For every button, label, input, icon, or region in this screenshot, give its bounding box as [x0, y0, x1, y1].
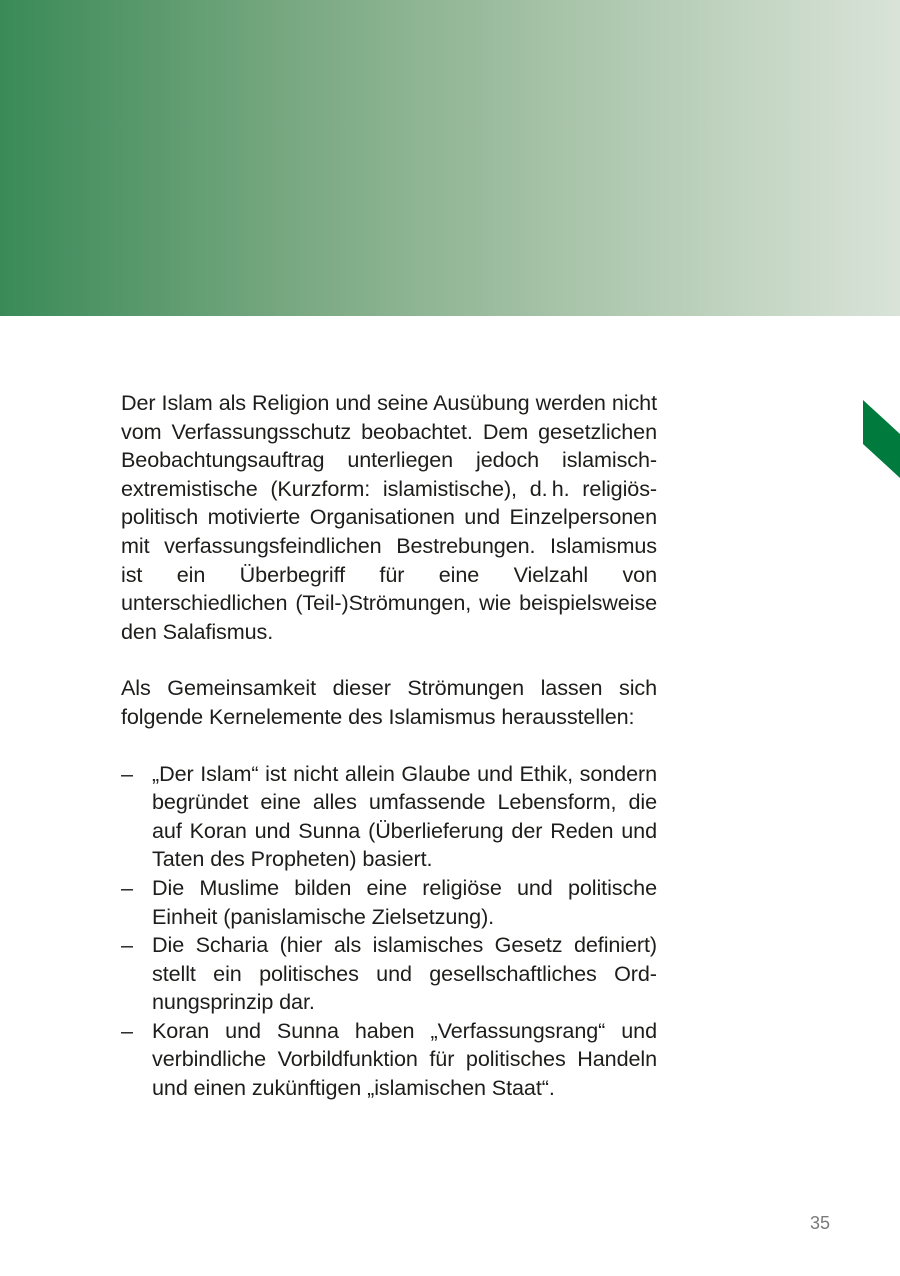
list-item-text: Die Scharia (hier als islamisches Gesetz definiert) stellt ein politisches und gesellschaftliches Ordnungsprinzip dar. — [152, 932, 657, 1015]
list-item — [121, 760, 657, 874]
list-item — [121, 931, 657, 1017]
list-item-text: Koran und Sunna haben „Verfassungsrang“ und verbindliche Vorbildfunktion für politisches Handeln und einen zukünftigen „islamischen Staat“. — [152, 1017, 657, 1101]
list-item-text: Die Muslime bilden eine religiöse und politische Einheit (panislamische Zielsetzung). — [152, 874, 657, 929]
chapter-tab-marker — [863, 400, 900, 478]
paragraph-intro: Der Islam als Religion und seine Ausübung werden nicht vom Verfassungsschutz beobachtet. Dem gesetzlichen Beobachtungsauftrag unterliegen jedoch islamisch-extremistische (Kurzform: islamistische), d. h. religiös-politisch motivierte Organisationen und Einzelpersonen mit verfassungsfeindlichen Bestrebungen. Islamismus ist ein Überbegriff für eine Vielzahl von unterschiedlichen (Teil-)Strömungen, wie beispielsweise den Salafismus. — [121, 390, 657, 644]
main-text — [121, 389, 657, 1103]
list-item-text: „Der Islam“ ist nicht allein Glaube und Ethik, sondern begründet eine alles umfassende Lebensform, die auf Koran und Sunna (Überlieferung der Reden und Taten des Propheten) basiert. — [152, 760, 657, 872]
list-dash: – — [121, 932, 133, 958]
list-dash: – — [121, 874, 133, 900]
list-dash: – — [121, 760, 133, 786]
page-number: 35 — [809, 1213, 830, 1233]
list-item — [121, 1017, 657, 1103]
header-gradient-band — [0, 0, 900, 316]
list-item — [121, 874, 657, 931]
paragraph-commonalities: Als Gemeinsamkeit dieser Strömungen lassen sich folgende Kernelemente des Islamismus herausstellen: — [121, 675, 657, 729]
core-elements-list — [121, 760, 657, 1103]
list-dash: – — [121, 1017, 133, 1043]
